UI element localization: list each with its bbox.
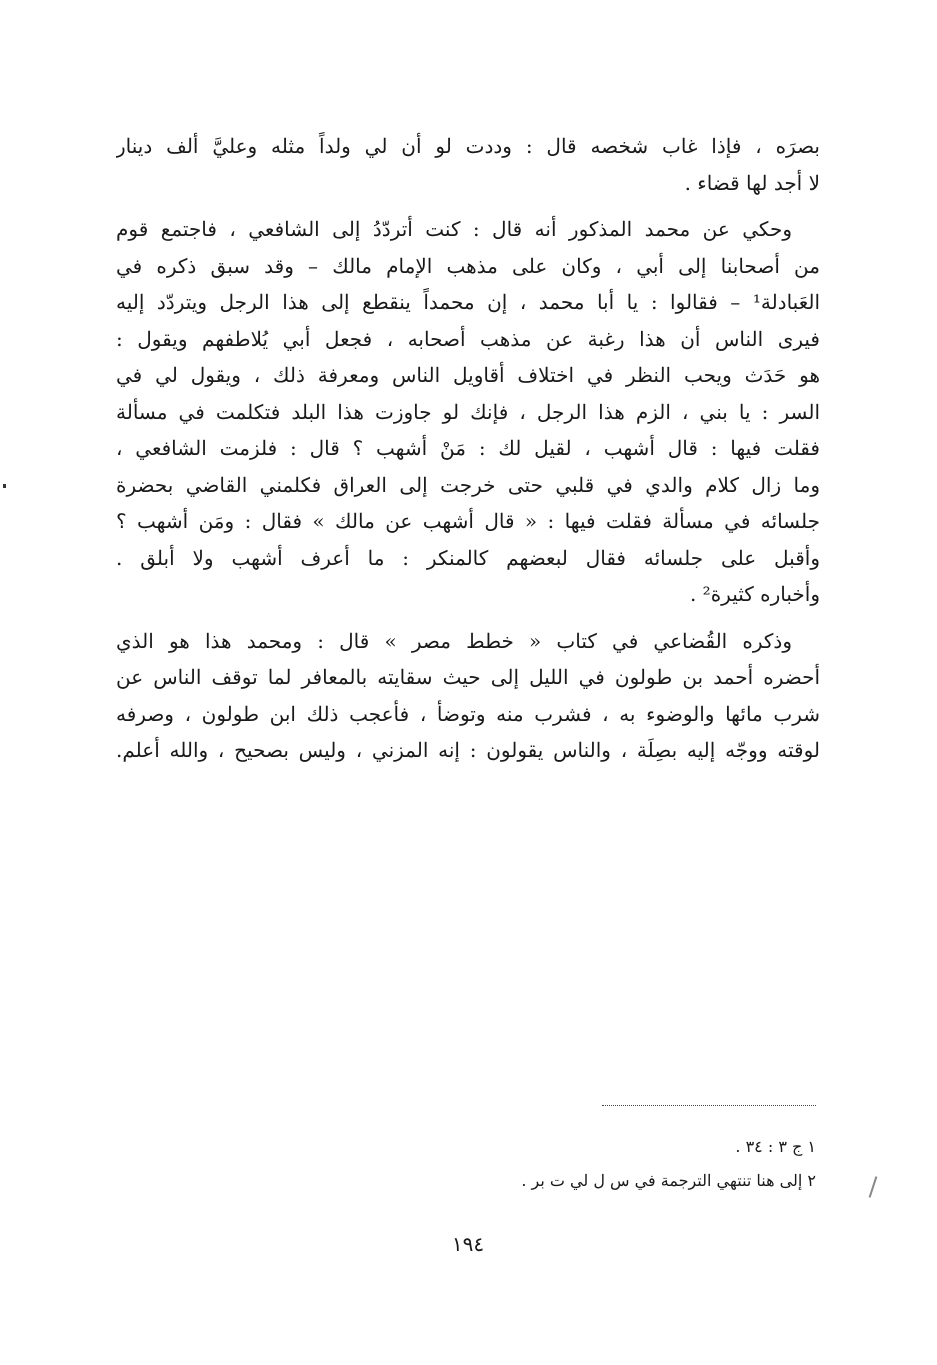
text-line: وما زال كلام والدي في قلبي حتى خرجت إلى العراق فكلمني القاضي بحضرة xyxy=(116,472,820,497)
text-line: لا أجد لها قضاء . xyxy=(684,170,820,195)
paragraph-2 xyxy=(116,211,820,613)
main-text xyxy=(116,128,820,779)
footnotes xyxy=(400,1130,816,1198)
text-line: أحضره أحمد بن طولون في الليل إلى حيث سقايته بالمعافر لما توقف الناس عن xyxy=(116,665,820,689)
text-line: العَبادلة¹ – فقالوا : يا أبا محمد ، إن محمداً ينقطع إلى هذا الرجل ويتردّد إليه xyxy=(116,290,820,314)
footnote-1: ١ ج ٣ : ٣٤ . xyxy=(735,1137,816,1156)
text-line: شرب مائها والوضوء به ، فشرب منه وتوضأ ، فأعجب ذلك ابن طولون ، وصرفه xyxy=(116,701,820,726)
text-line: من أصحابنا إلى أبي ، وكان على مذهب الإمام مالك – وقد سبق ذكره في xyxy=(116,253,820,278)
footnote-divider xyxy=(602,1105,816,1106)
page-number: ١٩٤ xyxy=(451,1232,485,1256)
text-line: بصرَه ، فإذا غاب شخصه قال : وددت لو أن لي ولداً مثله وعليَّ ألف دينار xyxy=(116,134,820,158)
text-line: جلسائه في مسألة فقلت فيها : « قال أشهب عن مالك » فقال : ومَن أشهب ؟ xyxy=(116,509,820,533)
scan-mark xyxy=(869,1176,878,1198)
text-line: وحكي عن محمد المذكور أنه قال : كنت أتردّدُ إلى الشافعي ، فاجتمع قوم xyxy=(116,217,792,241)
text-line: وأخباره كثيرة² . xyxy=(689,582,820,606)
text-line: هو حَدَث ويحب النظر في اختلاف أقاويل الناس ومعرفة ذلك ، ويقول لي في xyxy=(116,363,820,387)
text-line: السر : يا بني ، الزم هذا الرجل ، فإنك لو جاوزت هذا البلد فتكلمت في مسألة xyxy=(116,399,820,424)
scan-mark xyxy=(3,484,6,488)
text-line: فيرى الناس أن هذا رغبة عن مذهب أصحابه ، فجعل أبي يُلاطفهم ويقول : xyxy=(116,326,820,351)
paragraph-1 xyxy=(116,128,820,201)
footnote-2: ٢ إلى هنا تنتهي الترجمة في س ل لي ت بر . xyxy=(521,1171,816,1190)
paragraph-3 xyxy=(116,623,820,769)
text-line: وذكره القُضاعي في كتاب « خطط مصر » قال : ومحمد هذا هو الذي xyxy=(116,628,792,653)
text-line: وأقبل على جلسائه فقال لبعضهم كالمنكر : ما أعرف أشهب ولا أبلق . xyxy=(116,545,820,570)
text-line: لوقته ووجّه إليه بصِلَة ، والناس يقولون : إنه المزني ، وليس بصحيح ، والله أعلم. xyxy=(116,738,820,762)
text-line: فقلت فيها : قال أشهب ، لقيل لك : مَنْ أشهب ؟ قال : فلزمت الشافعي ، xyxy=(116,436,820,460)
